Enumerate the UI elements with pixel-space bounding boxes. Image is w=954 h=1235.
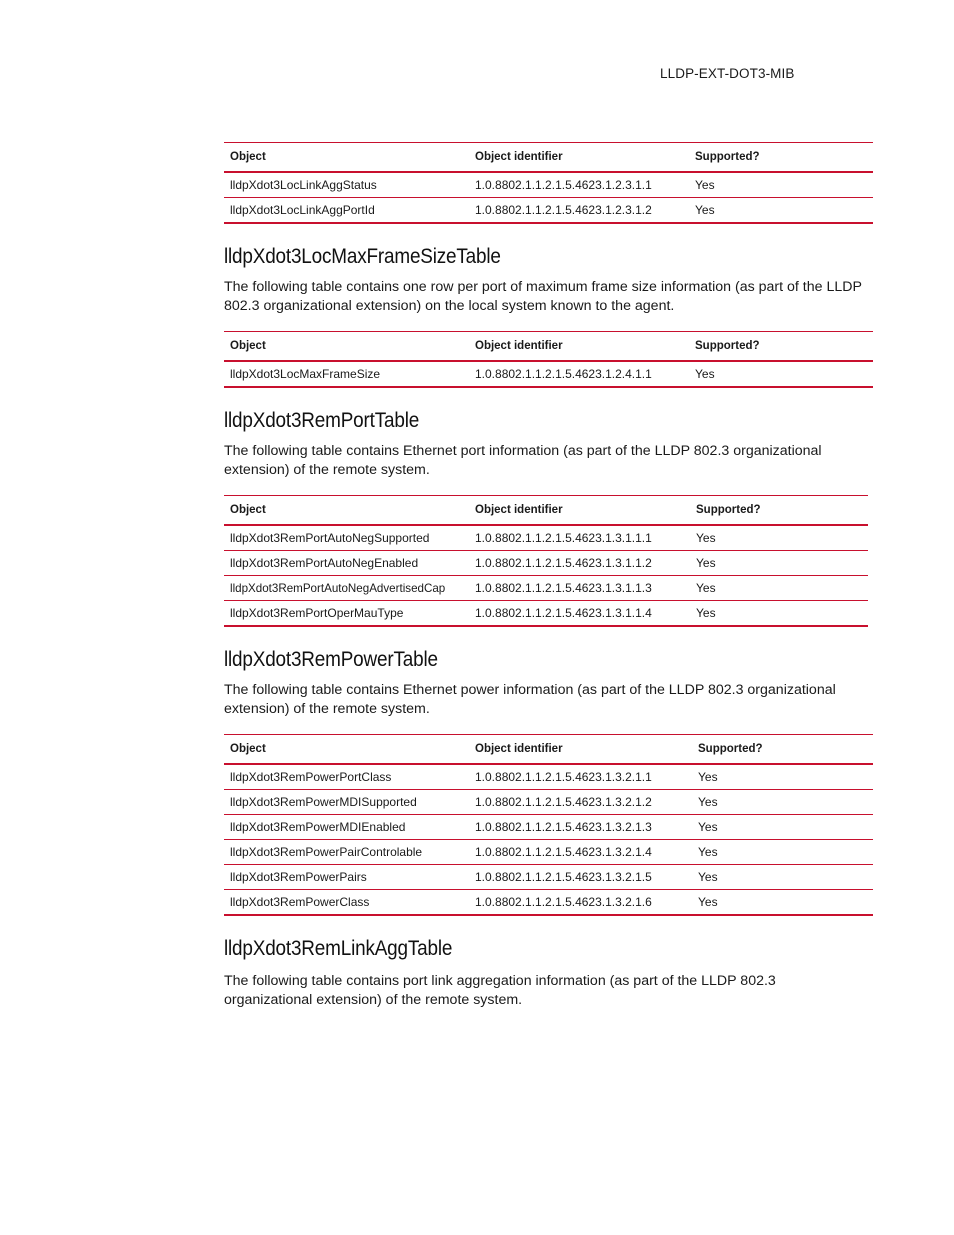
object-cell: lldpXdot3LocLinkAggStatus [224,172,469,198]
section-heading: lldpXdot3RemLinkAggTable [224,936,453,960]
column-header-supported: Supported? [689,143,873,173]
column-header-object: Object [224,332,469,362]
rem-port-table [224,495,868,627]
page-content [224,142,873,1009]
table-row [224,601,868,627]
supported-cell: Yes [689,172,873,198]
table-row [224,576,868,601]
oid-cell: 1.0.8802.1.1.2.1.5.4623.1.3.1.1.1 [469,525,690,551]
column-header-oid: Object identifier [469,735,692,765]
section-description: The following table contains Ethernet power information (as part of the LLDP 802.3 organizational extension) of the remote system. [224,682,836,717]
object-cell: lldpXdot3RemPowerClass [224,890,469,916]
table-row [224,890,873,916]
section-heading: lldpXdot3RemPortTable [224,408,420,432]
object-cell: lldpXdot3RemPowerMDISupported [224,790,469,815]
column-header-oid: Object identifier [469,143,689,173]
loc-max-frame-size-table [224,331,873,388]
table-row [224,525,868,551]
object-cell: lldpXdot3LocMaxFrameSize [224,361,469,387]
table-row [224,764,873,790]
section-heading: lldpXdot3RemPowerTable [224,647,438,671]
supported-cell: Yes [692,890,873,916]
oid-cell: 1.0.8802.1.1.2.1.5.4623.1.3.2.1.4 [469,840,692,865]
supported-cell: Yes [692,840,873,865]
section-description: The following table contains one row per port of maximum frame size information (as part of the LLDP 802.3 organizational extension) on the local system known to the agent. [224,279,862,314]
supported-cell: Yes [689,198,873,224]
table-header-row [224,735,873,765]
section-description: The following table contains port link aggregation information (as part of the LLDP 802.3 organizational extension) of the remote system. [224,973,776,1008]
supported-cell: Yes [690,576,868,601]
oid-cell: 1.0.8802.1.1.2.1.5.4623.1.3.2.1.3 [469,815,692,840]
oid-cell: 1.0.8802.1.1.2.1.5.4623.1.3.1.1.4 [469,601,690,627]
section-heading: lldpXdot3LocMaxFrameSizeTable [224,244,501,268]
oid-cell: 1.0.8802.1.1.2.1.5.4623.1.2.3.1.2 [469,198,689,224]
oid-cell: 1.0.8802.1.1.2.1.5.4623.1.3.2.1.1 [469,764,692,790]
supported-cell: Yes [692,764,873,790]
object-cell: lldpXdot3RemPortAutoNegEnabled [224,551,469,576]
column-header-oid: Object identifier [469,496,690,526]
oid-cell: 1.0.8802.1.1.2.1.5.4623.1.3.1.1.2 [469,551,690,576]
oid-cell: 1.0.8802.1.1.2.1.5.4623.1.3.2.1.5 [469,865,692,890]
section-description: The following table contains Ethernet port information (as part of the LLDP 802.3 organizational extension) of the remote system. [224,443,822,478]
table-header-row [224,143,873,173]
object-cell: lldpXdot3RemPowerMDIEnabled [224,815,469,840]
column-header-supported: Supported? [692,735,873,765]
oid-cell: 1.0.8802.1.1.2.1.5.4623.1.3.2.1.2 [469,790,692,815]
supported-cell: Yes [692,790,873,815]
table-row [224,865,873,890]
object-cell: lldpXdot3RemPortAutoNegAdvertisedCap [224,576,469,601]
oid-cell: 1.0.8802.1.1.2.1.5.4623.1.2.4.1.1 [469,361,689,387]
oid-cell: 1.0.8802.1.1.2.1.5.4623.1.3.2.1.6 [469,890,692,916]
object-cell: lldpXdot3LocLinkAggPortId [224,198,469,224]
table-row [224,361,873,387]
column-header-object: Object [224,143,469,173]
table-row [224,840,873,865]
column-header-supported: Supported? [690,496,868,526]
column-header-object: Object [224,496,469,526]
supported-cell: Yes [692,865,873,890]
supported-cell: Yes [690,551,868,576]
loc-link-agg-table [224,142,873,224]
table-row [224,790,873,815]
running-header: LLDP-EXT-DOT3-MIB [660,66,795,81]
table-row [224,198,873,224]
oid-cell: 1.0.8802.1.1.2.1.5.4623.1.3.1.1.3 [469,576,690,601]
object-cell: lldpXdot3RemPowerPortClass [224,764,469,790]
object-cell: lldpXdot3RemPowerPairControlable [224,840,469,865]
object-cell: lldpXdot3RemPortAutoNegSupported [224,525,469,551]
table-row [224,551,868,576]
table-row [224,815,873,840]
object-cell: lldpXdot3RemPowerPairs [224,865,469,890]
supported-cell: Yes [690,525,868,551]
table-header-row [224,332,873,362]
rem-power-table [224,734,873,916]
column-header-supported: Supported? [689,332,873,362]
supported-cell: Yes [689,361,873,387]
column-header-oid: Object identifier [469,332,689,362]
supported-cell: Yes [690,601,868,627]
table-row [224,172,873,198]
table-header-row [224,496,868,526]
column-header-object: Object [224,735,469,765]
object-cell: lldpXdot3RemPortOperMauType [224,601,469,627]
oid-cell: 1.0.8802.1.1.2.1.5.4623.1.2.3.1.1 [469,172,689,198]
supported-cell: Yes [692,815,873,840]
